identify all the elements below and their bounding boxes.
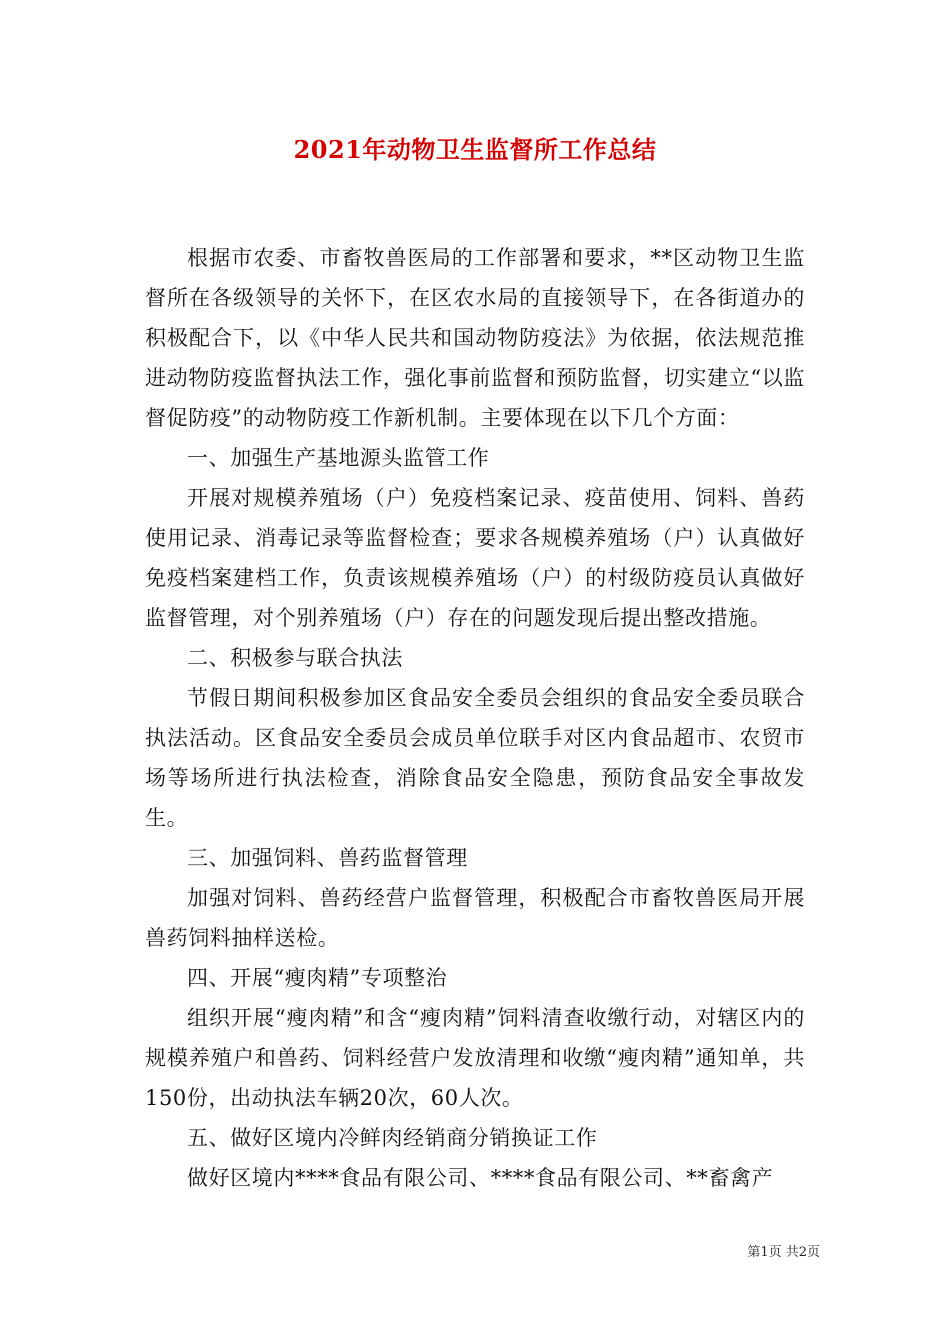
document-body: [145, 238, 805, 1198]
section-paragraph-2: 节假日期间积极参加区食品安全委员会组织的食品安全委员联合执法活动。区食品安全委员会成员单位联手对区内食品超市、农贸市场等场所进行执法检查，消除食品安全隐患，预防食品安全事故发生。: [145, 686, 805, 830]
section-paragraph-4: 组织开展“瘦肉精”和含“瘦肉精”饲料清查收缴行动，对辖区内的规模养殖户和兽药、饲料经营户发放清理和收缴“瘦肉精”通知单，共150份，出动执法车辆20次，60人次。: [145, 1006, 805, 1110]
section-heading-2: 二、积极参与联合执法: [187, 646, 403, 670]
section-heading-3: 三、加强饲料、兽药监督管理: [187, 846, 468, 870]
section-heading-1: 一、加强生产基地源头监管工作: [187, 446, 490, 470]
page-number: 第1页 共2页: [747, 1245, 820, 1260]
section-heading-5: 五、做好区境内冷鲜肉经销商分销换证工作: [187, 1126, 598, 1150]
section-heading-4: 四、开展“瘦肉精”专项整治: [187, 966, 448, 990]
section-paragraph-5: 做好区境内****食品有限公司、****食品有限公司、**畜禽产: [187, 1166, 774, 1190]
intro-paragraph: 根据市农委、市畜牧兽医局的工作部署和要求，**区动物卫生监督所在各级领导的关怀下，在区农水局的直接领导下，在各街道办的积极配合下，以《中华人民共和国动物防疫法》为依据，依法规范推进动物防疫监督执法工作，强化事前监督和预防监督，切实建立“以监督促防疫”的动物防疫工作新机制。主要体现在以下几个方面：: [145, 246, 805, 430]
section-paragraph-3: 加强对饲料、兽药经营户监督管理，积极配合市畜牧兽医局开展兽药饲料抽样送检。: [145, 886, 805, 950]
section-paragraph-1: 开展对规模养殖场（户）免疫档案记录、疫苗使用、饲料、兽药使用记录、消毒记录等监督检查；要求各规模养殖场（户）认真做好免疫档案建档工作，负责该规模养殖场（户）的村级防疫员认真做好监督管理，对个别养殖场（户）存在的问题发现后提出整改措施。: [145, 486, 805, 630]
document-title: 2021年动物卫生监督所工作总结: [293, 135, 657, 164]
